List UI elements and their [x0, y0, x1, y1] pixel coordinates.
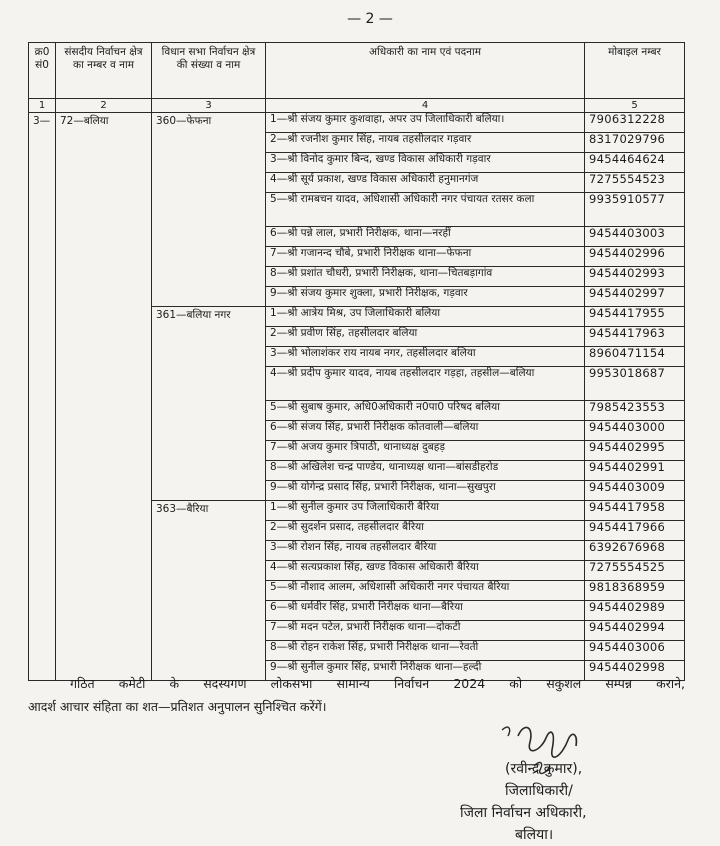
officer-cell: 5—श्री नौशाद आलम, अधिशासी अधिकारी नगर पंचायत बैरिया — [266, 581, 585, 601]
officer-cell: 9—श्री योगेन्द्र प्रसाद सिंह, प्रभारी निरीक्षक, थाना—सुखपुरा — [266, 481, 585, 501]
mobile-cell: 9935910577 — [585, 193, 685, 227]
mobile-cell: 7275554525 — [585, 561, 685, 581]
mobile-cell: 9454402998 — [585, 661, 685, 681]
mobile-cell: 9454403009 — [585, 481, 685, 501]
officer-cell: 6—श्री पन्ने लाल, प्रभारी निरीक्षक, थाना—नरहीं — [266, 227, 585, 247]
column-number: 4 — [266, 99, 585, 113]
mobile-cell: 9454402993 — [585, 267, 685, 287]
header-mobile: मोबाइल नम्बर — [585, 43, 685, 99]
officer-cell: 2—श्री प्रवीण सिंह, तहसीलदार बलिया — [266, 327, 585, 347]
officer-cell: 4—श्री सत्यप्रकाश सिंह, खण्ड विकास अधिकारी बैरिया — [266, 561, 585, 581]
signatory-designation: जिलाधिकारी/ — [505, 783, 573, 799]
officer-cell: 6—श्री संजय सिंह, प्रभारी निरीक्षक कोतवाली—बलिया — [266, 421, 585, 441]
officers-table — [28, 42, 685, 681]
signatory-name: (रवीन्द्र कुमार), — [505, 761, 583, 777]
mobile-cell: 9454402989 — [585, 601, 685, 621]
closing-line-1: गठित कमेटी के सदस्यगण लोकसभा सामान्य निर्वाचन 2024 को सकुशल सम्पन्न कराने, — [70, 676, 685, 691]
assembly-cell: 363—बैरिया — [152, 501, 266, 681]
signatory-district: बलिया। — [515, 827, 554, 843]
mobile-cell: 7985423553 — [585, 401, 685, 421]
mobile-cell: 9454402996 — [585, 247, 685, 267]
mobile-cell: 8960471154 — [585, 347, 685, 367]
parliamentary-cell: 72—बलिया — [56, 113, 152, 681]
officer-cell: 7—श्री मदन पटेल, प्रभारी निरीक्षक थाना—दोकटी — [266, 621, 585, 641]
officer-cell: 9—श्री सुनील कुमार सिंह, प्रभारी निरीक्षक थाना—हल्दी — [266, 661, 585, 681]
serial-cell: 3— — [29, 113, 56, 681]
officer-cell: 7—श्री अजय कुमार त्रिपाठी, थानाध्यक्ष दुबहड़ — [266, 441, 585, 461]
officer-cell: 2—श्री रजनीश कुमार सिंह, नायब तहसीलदार गड़वार — [266, 133, 585, 153]
mobile-cell: 9454464624 — [585, 153, 685, 173]
officer-cell: 3—श्री रोशन सिंह, नायब तहसीलदार बैरिया — [266, 541, 585, 561]
mobile-cell: 9454417963 — [585, 327, 685, 347]
officer-cell: 8—श्री अखिलेश चन्द्र पाण्डेय, थानाध्यक्ष थाना—बांसडीहरोड — [266, 461, 585, 481]
officer-cell: 4—श्री प्रदीप कुमार यादव, नायब तहसीलदार गड़हा, तहसील—बलिया — [266, 367, 585, 401]
assembly-cell: 361—बलिया नगर — [152, 307, 266, 501]
assembly-cell: 360—फेफना — [152, 113, 266, 307]
mobile-cell: 9454417955 — [585, 307, 685, 327]
signature-block — [405, 728, 695, 846]
officer-cell: 1—श्री संजय कुमार कुशवाहा, अपर उप जिलाधिकारी बलिया। — [266, 113, 585, 133]
closing-paragraph — [28, 672, 685, 718]
officer-cell: 5—श्री रामबचन यादव, अधिशासी अधिकारी नगर पंचायत रतसर कला — [266, 193, 585, 227]
signatory-designation-2: जिला निर्वाचन अधिकारी, — [460, 805, 587, 821]
header-parliamentary: संसदीय निर्वाचन क्षेत्र का नम्बर व नाम — [56, 43, 152, 99]
table-row — [29, 113, 685, 133]
officer-cell: 2—श्री सुदर्शन प्रसाद, तहसीलदार बैरिया — [266, 521, 585, 541]
mobile-cell: 9953018687 — [585, 367, 685, 401]
header-assembly: विधान सभा निर्वाचन क्षेत्र की संख्या व नाम — [152, 43, 266, 99]
mobile-cell: 9454402991 — [585, 461, 685, 481]
closing-line-2: आदर्श आचार संहिता का शत—प्रतिशत अनुपालन सुनिश्चित करेंगें। — [28, 699, 327, 714]
header-serial: क्र0 सं0 — [29, 43, 56, 99]
officer-cell: 8—श्री प्रशांत चौधरी, प्रभारी निरीक्षक, थाना—चितबड़ागांव — [266, 267, 585, 287]
header-officer: अधिकारी का नाम एवं पदनाम — [266, 43, 585, 99]
officer-cell: 5—श्री सुबाष कुमार, अधि0अधिकारी न0पा0 परिषद बलिया — [266, 401, 585, 421]
mobile-cell: 9818368959 — [585, 581, 685, 601]
mobile-cell: 9454403006 — [585, 641, 685, 661]
mobile-cell: 9454402994 — [585, 621, 685, 641]
officer-cell: 1—श्री सुनील कुमार उप जिलाधिकारी बैरिया — [266, 501, 585, 521]
column-number: 3 — [152, 99, 266, 113]
mobile-cell: 9454403003 — [585, 227, 685, 247]
officer-cell: 8—श्री रोहन राकेश सिंह, प्रभारी निरीक्षक थाना—रेवती — [266, 641, 585, 661]
mobile-cell: 7906312228 — [585, 113, 685, 133]
mobile-cell: 9454403000 — [585, 421, 685, 441]
officer-cell: 3—श्री विनोद कुमार बिन्द, खण्ड विकास अधिकारी गड़वार — [266, 153, 585, 173]
mobile-cell: 9454402997 — [585, 287, 685, 307]
officer-cell: 4—श्री सूर्य प्रकाश, खण्ड विकास अधिकारी हनुमानगंज — [266, 173, 585, 193]
officer-cell: 3—श्री भोलाशंकर राय नायब नगर, तहसीलदार बलिया — [266, 347, 585, 367]
column-number: 2 — [56, 99, 152, 113]
officer-cell: 6—श्री धर्मवीर सिंह, प्रभारी निरीक्षक थाना—बैरिया — [266, 601, 585, 621]
header-row — [29, 43, 685, 99]
officer-cell: 1—श्री आत्रेय मिश्र, उप जिलाधिकारी बलिया — [266, 307, 585, 327]
mobile-cell: 6392676968 — [585, 541, 685, 561]
mobile-cell: 7275554523 — [585, 173, 685, 193]
column-number-row — [29, 99, 685, 113]
mobile-cell: 9454402995 — [585, 441, 685, 461]
officer-cell: 7—श्री गजानन्द चौबे, प्रभारी निरीक्षक थाना—फेफना — [266, 247, 585, 267]
mobile-cell: 9454417958 — [585, 501, 685, 521]
table-body — [29, 113, 685, 681]
officer-cell: 9—श्री संजय कुमार शुक्ला, प्रभारी निरीक्षक, गड़वार — [266, 287, 585, 307]
mobile-cell: 8317029796 — [585, 133, 685, 153]
column-number: 1 — [29, 99, 56, 113]
mobile-cell: 9454417966 — [585, 521, 685, 541]
column-number: 5 — [585, 99, 685, 113]
page-number: — 2 — — [347, 11, 393, 27]
